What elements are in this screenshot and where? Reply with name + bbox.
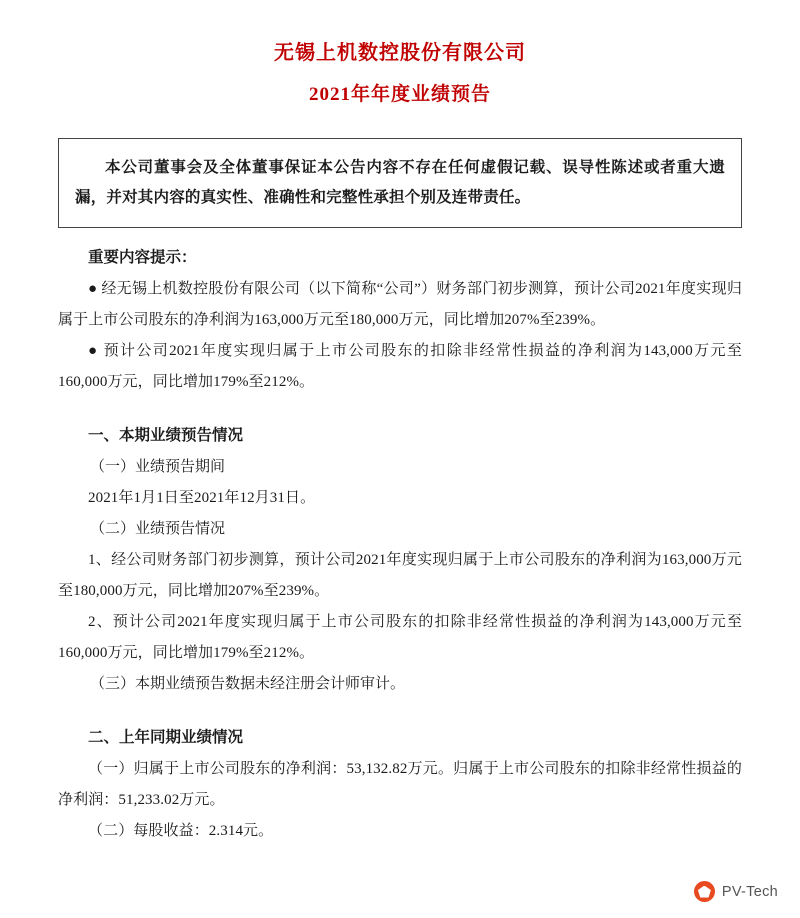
section-1-item-5: 2、预计公司2021年度实现归属于上市公司股东的扣除非经常性损益的净利润为143,000万元至160,000万元，同比增加179%至212%。 xyxy=(58,614,742,661)
section-1-item-1: （一）业绩预告期间 xyxy=(90,459,226,475)
watermark xyxy=(694,881,778,902)
company-title: 无锡上机数控股份有限公司 xyxy=(274,42,526,64)
section-1-item-2: 2021年1月1日至2021年12月31日。 xyxy=(88,490,316,506)
section-2-item-2: （二）每股收益：2.314元。 xyxy=(88,823,274,839)
report-title: 2021年年度业绩预告 xyxy=(308,84,491,105)
section-1-item-3: （二）业绩预告情况 xyxy=(90,521,226,537)
document-title-block xyxy=(58,36,742,112)
disclaimer-box xyxy=(58,138,742,228)
section-1-heading: 一、本期业绩预告情况 xyxy=(88,427,244,444)
section-2-heading: 二、上年同期业绩情况 xyxy=(88,729,244,746)
important-notice-heading: 重要内容提示： xyxy=(88,249,197,266)
pv-tech-logo-icon xyxy=(694,881,715,902)
section-2-item-1: （一）归属于上市公司股东的净利润：53,132.82万元。归属于上市公司股东的扣除非经常性损益的净利润：51,233.02万元。 xyxy=(58,761,742,808)
section-1-item-4: 1、经公司财务部门初步测算，预计公司2021年度实现归属于上市公司股东的净利润为163,000万元至180,000万元，同比增加207%至239%。 xyxy=(58,552,742,599)
section-1-item-6: （三）本期业绩预告数据未经注册会计师审计。 xyxy=(90,676,406,692)
bullet-item-2: ● 预计公司2021年度实现归属于上市公司股东的扣除非经常性损益的净利润为143,000万元至160,000万元，同比增加179%至212%。 xyxy=(58,343,742,390)
watermark-label: PV-Tech xyxy=(721,883,778,900)
disclaimer-text: 本公司董事会及全体董事保证本公告内容不存在任何虚假记载、误导性陈述或者重大遗漏，并对其内容的真实性、准确性和完整性承担个别及连带责任。 xyxy=(75,159,725,206)
bullet-item-1: ● 经无锡上机数控股份有限公司（以下简称“公司”）财务部门初步测算，预计公司2021年度实现归属于上市公司股东的净利润为163,000万元至180,000万元，同比增加207%至239%。 xyxy=(58,281,742,328)
